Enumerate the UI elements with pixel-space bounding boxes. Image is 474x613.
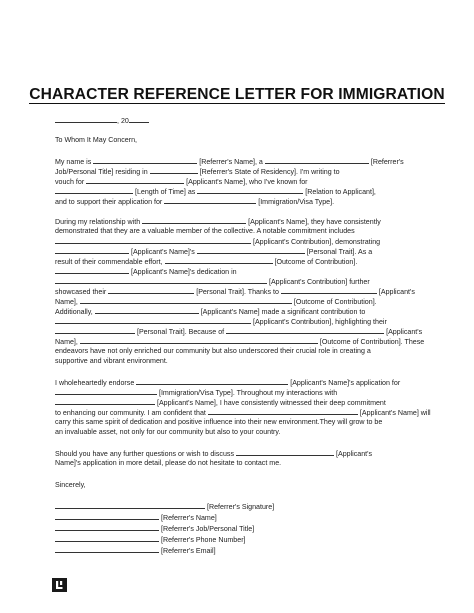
signature-line: [Referrer's Signature] — [55, 501, 274, 512]
letter-title: CHARACTER REFERENCE LETTER FOR IMMIGRATION — [29, 86, 445, 103]
email-line: [Referrer's Email] — [55, 545, 216, 556]
phone-line: [Referrer's Phone Number] — [55, 534, 246, 545]
closing: Sincerely, — [55, 481, 86, 489]
title-line: [Referrer's Job/Personal Title] — [55, 523, 254, 534]
name-line: [Referrer's Name] — [55, 512, 217, 523]
letter-page: CHARACTER REFERENCE LETTER FOR IMMIGRATION , 20 To Whom It May Concern, My name is [Referrer's Name], a [Referrer's Job/Personal Title] residing in [Referrer's State of Residency]. I'm writing to vouch for [Applicant's Name], who I've known for [Length of Time] as [Relation to Applicant], and to support their application for [Immigration/Visa Type]. During my relationship with [Applicant's Name], they have consistently demonstrated that they are a valuable member of the collective. A notable commitment includes [Applicant's Contribution], demonstrating [Applicant's Name]'s [Personal Trait]. As a result of their commendable effort, [Outcome of Contribution]. [Applicant's Name]'s dedication in [Applicant's Contribution] further showcased their [Personal Trait]. Thanks to [Applicant's Name], [Outcome of Contribution]. Additionally, [Applicant's Name] made a significant contribution to [Applicant's Contribution], highlighting their [Personal Trait]. Because of [Applicant's Name], [Outcome of Contribution]. These endeavors have not only enriched our community but also underscored their crucial role in creating a supportive and vibrant environment. I wholeheartedly endorse [Applicant's Name]'s application for [Immigration/Visa Type]. Throughout my interactions with [Applicant's Name], I have consistently witnessed their deep commitment to enhancing our community. I am confident that [Applicant's Name] will carry this same spirit of dedication and positive influence into their new environment.They will grow to be an invaluable asset, not only for our community but also to your country. Should you have any further questions or wish to discuss [Applicant's Name]'s application in more detail, please do not hesitate to contact me. Sincerely, [Referrer's Signature] [Referrer's Name] [Referrer's Job/Personal Title] [Referrer's Phone Number] [Referrer's Email] — [0, 0, 474, 613]
brand-logo-icon — [52, 578, 67, 592]
salutation: To Whom It May Concern, — [55, 136, 137, 144]
date-line: , 20 — [55, 115, 149, 126]
